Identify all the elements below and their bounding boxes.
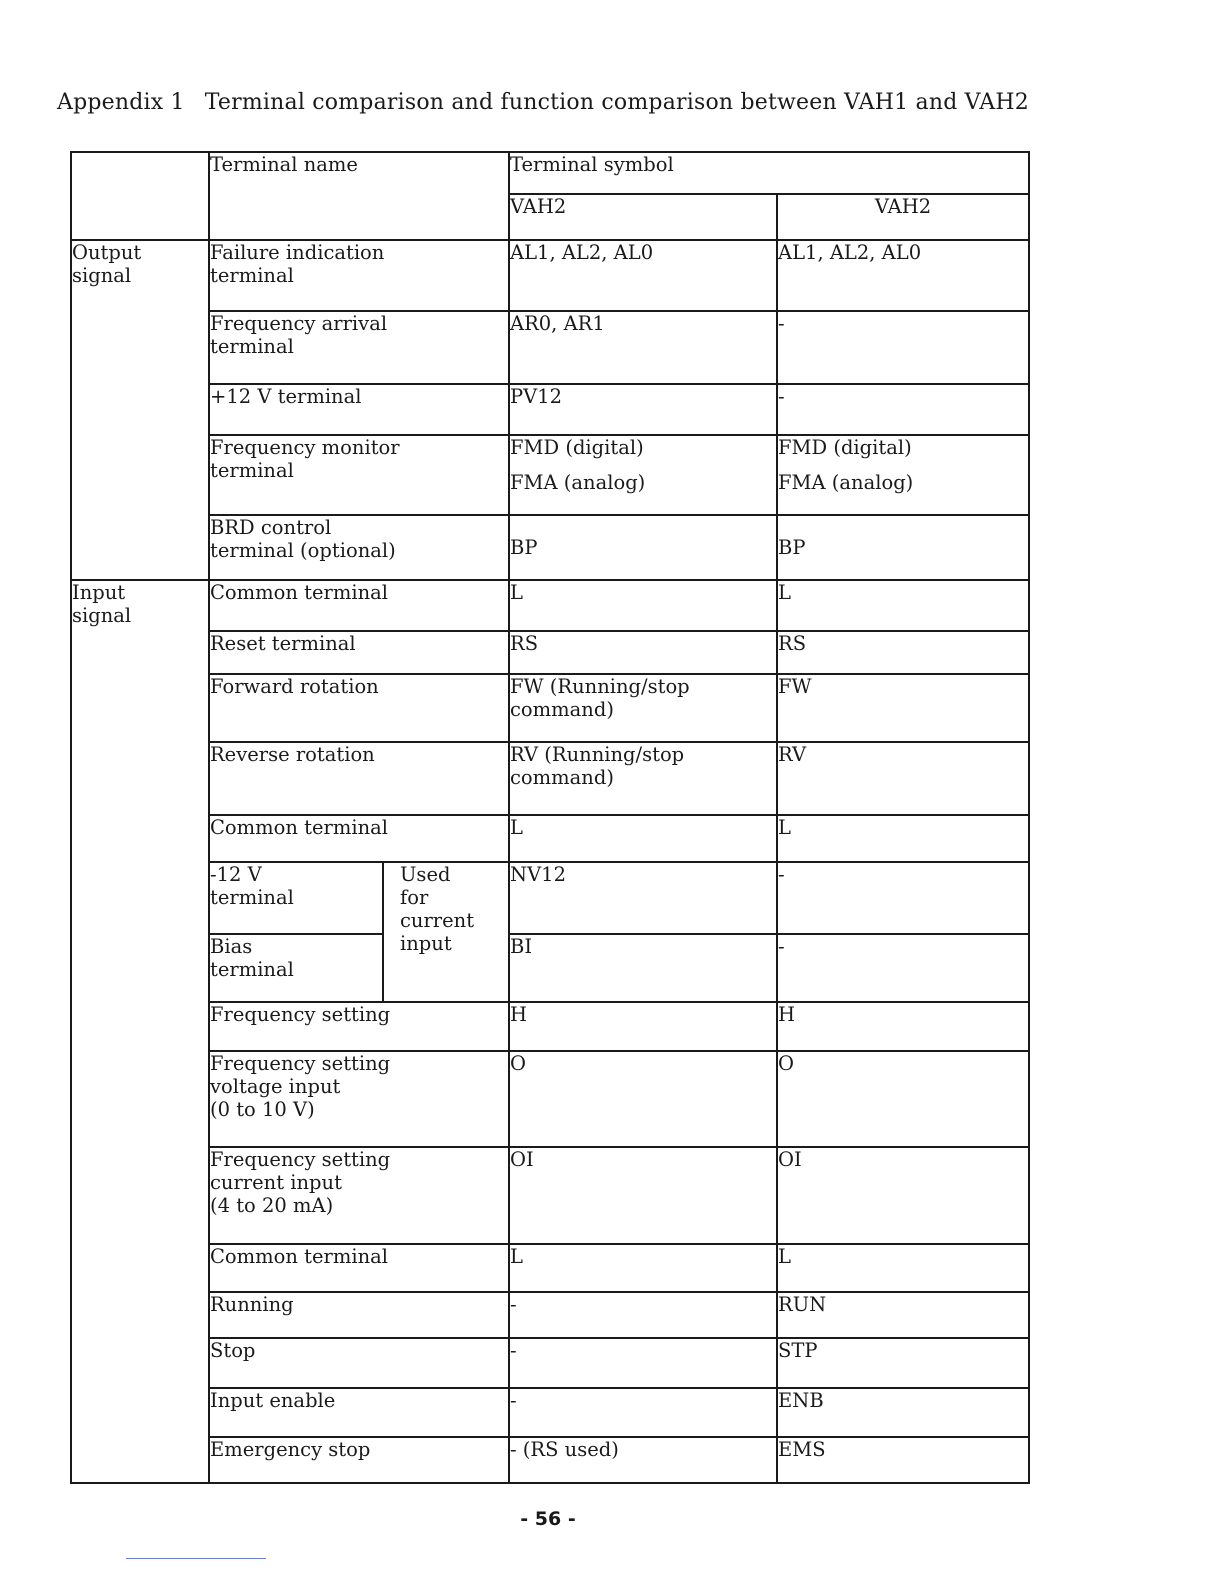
terminal-name-cell: Frequency arrival terminal [209,311,509,384]
symbol-right-cell: - [777,384,1029,435]
terminal-name-cell: Common terminal [209,1244,509,1292]
symbol-left-cell: L [509,580,777,631]
symbol-right-cell: - [777,311,1029,384]
terminal-name-cell: BRD control terminal (optional) [209,515,509,580]
terminal-name-cell: Emergency stop [209,1437,509,1483]
terminal-name-cell: Input enable [209,1388,509,1437]
symbol-right-cell: ENB [777,1388,1029,1437]
terminal-name-cell: Frequency setting [209,1002,509,1051]
symbol-right-cell: L [777,580,1029,631]
symbol-left-cell: NV12 [509,862,777,934]
table-row [71,580,1029,631]
symbol-left-cell: - [509,1292,777,1338]
symbol-left-cell: OI [509,1147,777,1244]
current-input-note: Used for current input [383,862,509,1002]
footnote-rule [126,1558,266,1559]
symbol-right-cell: - [777,862,1029,934]
symbol-left-digital: FMD (digital) [510,436,644,459]
table-row [71,1388,1029,1437]
symbol-left-cell: PV12 [509,384,777,435]
header-terminal-symbol: Terminal symbol [509,152,1029,194]
terminal-name-cell: +12 V terminal [209,384,509,435]
table-row [71,1002,1029,1051]
table-row [71,631,1029,674]
symbol-right-cell: H [777,1002,1029,1051]
table-row [71,1147,1029,1244]
symbol-left-cell: L [509,1244,777,1292]
symbol-right-cell: OI [777,1147,1029,1244]
symbol-right-digital: FMD (digital) [778,436,912,459]
terminal-name-cell: Common terminal [209,815,509,862]
symbol-right-cell: STP [777,1338,1029,1388]
page-number: - 56 - [520,1508,576,1530]
symbol-left-cell: L [509,815,777,862]
table-row [71,311,1029,384]
symbol-left-cell: BP [509,515,777,580]
page-title [57,90,1029,115]
table-row [71,1338,1029,1388]
symbol-left-cell: FW (Running/stop command) [509,674,777,742]
symbol-right-cell: RUN [777,1292,1029,1338]
terminal-name-cell: -12 V terminal [209,862,383,934]
symbol-right-cell: BP [777,515,1029,580]
table-row [71,674,1029,742]
appendix-title: Terminal comparison and function comparison between VAH1 and VAH2 [204,90,1029,115]
terminal-name-cell: Frequency setting voltage input (0 to 10 V) [209,1051,509,1147]
terminal-name-cell: Reset terminal [209,631,509,674]
symbol-right-cell: L [777,815,1029,862]
table-row [71,1244,1029,1292]
header-row-1 [71,152,1029,194]
symbol-left-cell: - (RS used) [509,1437,777,1483]
symbol-right-analog: FMA (analog) [778,471,914,494]
group-output-signal: Output signal [71,240,209,580]
appendix-label: Appendix 1 [57,90,185,115]
symbol-left-cell [509,435,777,515]
symbol-right-cell: - [777,934,1029,1002]
header-empty-cell [71,152,209,240]
terminal-name-cell: Reverse rotation [209,742,509,815]
symbol-left-cell: - [509,1388,777,1437]
symbol-right-cell: FW [777,674,1029,742]
terminal-name-cell: Bias terminal [209,934,383,1002]
table-row [71,435,1029,515]
table-row [71,1292,1029,1338]
symbol-left-cell: AR0, AR1 [509,311,777,384]
symbol-left-analog: FMA (analog) [510,471,646,494]
table-row [71,1437,1029,1483]
terminal-name-cell: Failure indication terminal [209,240,509,311]
symbol-left-cell: AL1, AL2, AL0 [509,240,777,311]
header-col-right: VAH2 [777,194,1029,240]
symbol-left-cell: - [509,1338,777,1388]
symbol-right-cell [777,435,1029,515]
table-row [71,934,1029,1002]
table-row [71,862,1029,934]
terminal-name-cell: Forward rotation [209,674,509,742]
symbol-left-cell: BI [509,934,777,1002]
table-row [71,742,1029,815]
table-row [71,815,1029,862]
symbol-right-cell: O [777,1051,1029,1147]
terminal-name-cell: Running [209,1292,509,1338]
symbol-left-cell: RS [509,631,777,674]
group-input-signal: Input signal [71,580,209,1483]
table-row [71,1051,1029,1147]
symbol-left-cell: RV (Running/stop command) [509,742,777,815]
symbol-left-cell: O [509,1051,777,1147]
terminal-name-cell: Frequency monitor terminal [209,435,509,515]
table-row [71,515,1029,580]
table-row [71,384,1029,435]
terminal-name-cell: Common terminal [209,580,509,631]
symbol-right-cell: RS [777,631,1029,674]
symbol-right-cell: RV [777,742,1029,815]
symbol-left-cell: H [509,1002,777,1051]
symbol-right-cell: AL1, AL2, AL0 [777,240,1029,311]
terminal-name-cell: Frequency setting current input (4 to 20 mA) [209,1147,509,1244]
header-terminal-name: Terminal name [209,152,509,240]
symbol-right-cell: L [777,1244,1029,1292]
terminal-comparison-table [70,151,1030,1484]
table-row [71,240,1029,311]
terminal-name-cell: Stop [209,1338,509,1388]
symbol-right-cell: EMS [777,1437,1029,1483]
header-col-left: VAH2 [509,194,777,240]
